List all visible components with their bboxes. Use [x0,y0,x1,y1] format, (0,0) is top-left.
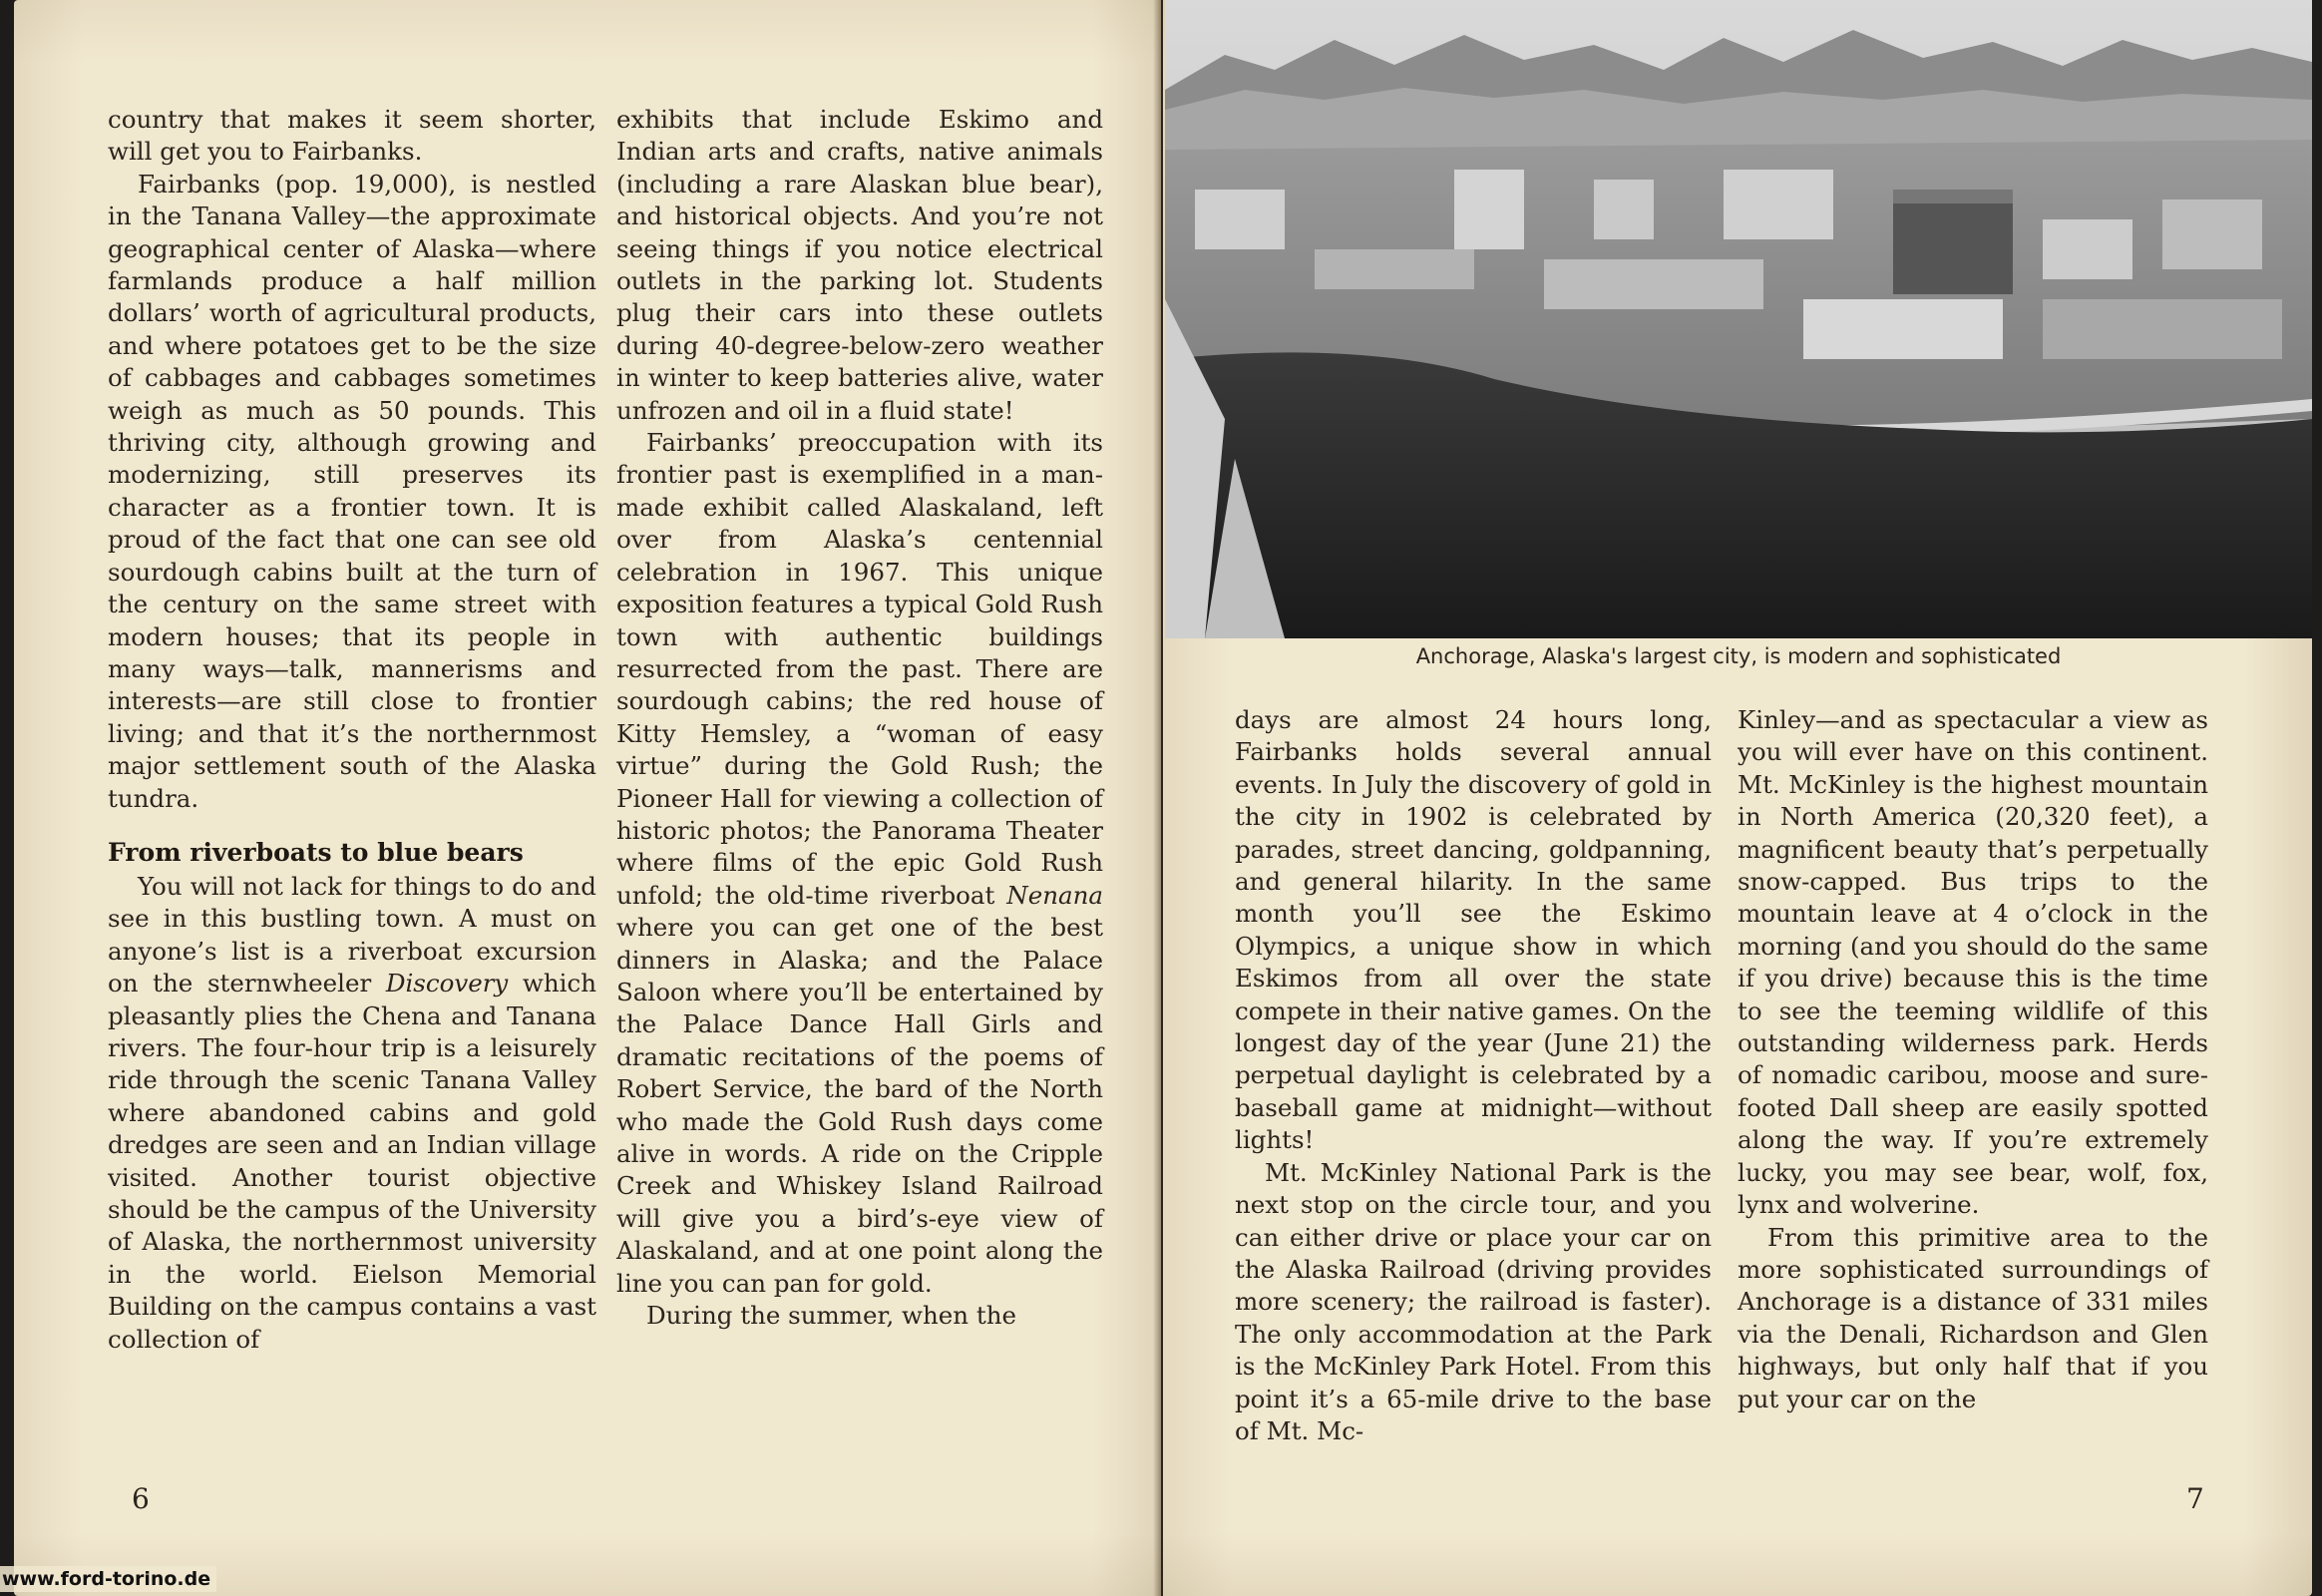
text-run: where you can get one of the best dinners in Alaska; and the Palace Saloon where you’ll be entertained by the Palace Dance Hall Girls and dramatic recitations of the poems of Robert Service, the bard of the North who made the Gold Rush days come alive in words. A ride on the Cripple Creek and Whiskey Island Railroad will give you a bird’s-eye view of Alaskaland, and at one point along the line you can pan for gold. [616,913,1103,1298]
photo-caption: Anchorage, Alaska's largest city, is modern and sophisticated [1415,644,2062,668]
italic-boat-name: Nenana [1006,880,1103,910]
paragraph [616,427,1103,1300]
paragraph: From this primitive area to the more sophisticated surroundings of Anchorage is a distance of 331 miles via the Denali, Richardson and Glen highways, but only half that if you put your car on the [1738,1222,2208,1413]
paragraph: Fairbanks (pop. 19,000), is nestled in the Tanana Valley—the approximate geographical center of Alaska—where farmlands produce a half million dollars’ worth of agricultural products, and where potatoes get to be the size of cabbages and cabbages sometimes weigh as much as 50 pounds. This thriving city, although growing and modernizing, still preserves its character as a frontier town. It is proud of the fact that one can see old sourdough cabins built at the turn of the century on the same street with modern houses; that its people in many ways—talk, mannerisms and interests—are still close to frontier living; and that it’s the northernmost major settlement south of the Alaska tundra. [108,169,596,813]
right-column-2 [1738,704,2208,1415]
page-number-right: 7 [2186,1482,2204,1515]
paragraph: country that makes it seem shorter, will get you to Fairbanks. [108,105,596,167]
photo-illustration [1165,0,2312,638]
page-number-left: 6 [132,1482,150,1515]
italic-ship-name: Discovery [385,969,509,998]
section-heading: From riverboats to blue bears [108,837,524,867]
left-column-2 [616,104,1103,1332]
paragraph [108,871,596,1356]
paragraph: Kinley—and as spectacular a view as you will ever have on this continent. Mt. McKinley is the highest mountain in North America (20,320 feet), a magnificent beauty that’s perpetually snow-capped. Bus trips to the mountain leave at 4 o’clock in the morning (and you should do the same if you drive) because this is the time to see the teeming wildlife of this outstanding wilderness park. Herds of nomadic caribou, moose and surefooted Dall sheep are easily spotted along the way. If you’re extremely lucky, you may see bear, wolf, fox, lynx and wolverine. [1738,705,2208,1220]
paragraph: Mt. McKinley National Park is the next stop on the circle tour, and you can either drive or place your car on the Alaska Railroad (driving provides more scenery; the railroad is faster). The only accommodation at the Park is the McKinley Park Hotel. From this point it’s a 65-mile drive to the base of Mt. Mc- [1235,1157,1712,1445]
text-run: You will not lack for things to do and see in this bustling town. A must on anyone’s list is a riverboat excursion on the sternwheeler [108,871,596,998]
right-column-1 [1235,704,1712,1447]
anchorage-city-photo [1165,0,2312,638]
text-run: which pleasantly plies the Chena and Tanana rivers. The four-hour trip is a leisurely ride through the scenic Tanana Valley where abandoned cabins and gold dredges are seen and an Indian village visited. Another tourist objective should be the campus of the University of Alaska, the northernmost university in the world. Eielson Memorial Building on the campus contains a vast collection of [108,969,596,1354]
text-run: Fairbanks’ preoccupation with its frontier past is exemplified in a man-made exhibit called Alaskaland, left over from Alaska’s centennial celebration in 1967. This unique exposition features a typical Gold Rush town with authentic buildings resurrected from the past. There are sourdough cabins; the red house of Kitty Hemsley, a “woman of easy virtue” during the Gold Rush; the Pioneer Hall for viewing a collection of historic photos; the Panorama Theater where films of the epic Gold Rush unfold; the old-time riverboat [616,428,1103,910]
paragraph: exhibits that include Eskimo and Indian arts and crafts, native animals (including a rare Alaskan blue bear), and historical objects. And you’re not seeing things if you notice electrical outlets in the parking lot. Students plug their cars into these outlets during 40-degree-below-zero weather in winter to keep batteries alive, water unfrozen and oil in a fluid state! [616,105,1103,425]
watermark-url: www.ford-torino.de [0,1566,216,1592]
left-column-1 [108,104,596,1356]
paragraph: days are almost 24 hours long, Fairbanks holds several annual events. In July the discovery of gold in the city in 1902 is celebrated by parades, street dancing, goldpanning, and general hilarity. In the same month you’ll see the Eskimo Olympics, a unique show in which Eskimos from all over the state compete in their native games. On the longest day of the year (June 21) the perpetual daylight is celebrated by a baseball game at midnight—without lights! [1235,705,1712,1155]
paragraph: During the summer, when the [646,1301,1016,1331]
